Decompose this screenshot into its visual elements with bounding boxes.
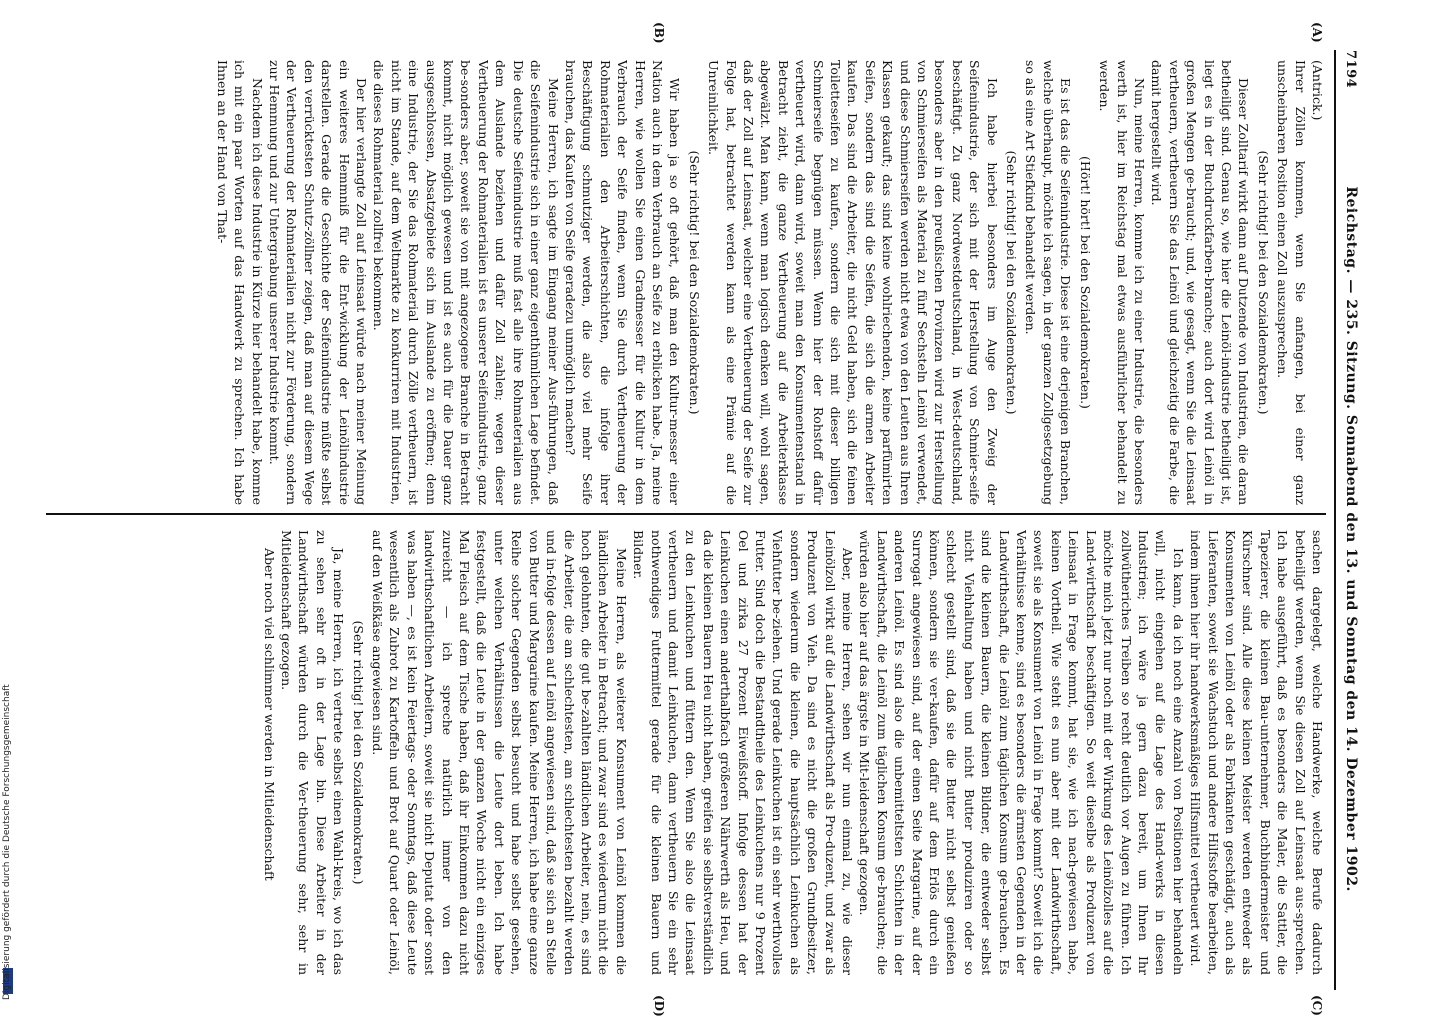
interjection: (Sehr richtig! bei den Sozialdemokraten.) [686,150,702,415]
paragraph: Nun, meine Herren, komme ich zu einer Industrie, die besonders werth ist, hier im Reichstag mal etwas ausführlicher behandelt zu werden. [1097,60,1147,505]
digitization-credit: Digitalisierung gefördert durch die Deutsche Forschungsgemeinschaft [2,684,12,1000]
paragraph: Es ist das die Seifenindustrie. Diese ist eine derjenigen Branchen, welche überhaupt, möchte ich sagen, in der ganzen Zollgesetzgebung so als eine Art Stiefkind behandelt werden. [1023,60,1074,505]
interjection: (Sehr richtig! bei den Sozialdemokraten.) [1255,150,1271,415]
paragraph: Aber noch viel schlimmer werden in Mitleidenschaft [261,548,277,881]
column-divider [46,513,1326,515]
paragraph: Ja, meine Herren, ich vertrete selbst einen Wahl-kreis, wo ich das zu sehen sehr oft in der Lage bin. Diese Arbeiter in der Landwirthschaft würden durch die Ver-theuerung sehr, sehr in Mitleidenschaft gezogen. [279,530,347,975]
document-page [36,22,1366,1017]
page-title: Reichstag. — 235. Sitzung. Sonnabend den 13. und Sonntag den 14. Dezember 1902. [1343,186,1359,892]
interjection: (Sehr richtig! bei den Sozialdemokraten.) [350,620,366,885]
margin-letter-b: (B) [652,22,666,44]
interjection: (Hört! hört! bei den Sozialdemokraten.) [1077,156,1093,409]
paragraph: Ihrer Zöllen kommen, wenn Sie anfangen, bei einer ganz unscheinbaren Position einen Zoll auszusprechen. [1275,60,1308,505]
left-text-column [46,60,1326,505]
paragraph: (Antrick.) [1310,60,1325,121]
paragraph: Ich habe hierbei besonders im Auge den Zweig der Seifenindustrie, der sich mit der Herstellung von Schmier-seife beschäftigt. Zu ganz Nordwestdeutschland, in West-deutschland, besonders aber in den preußischen Provinzen wird zur Herstellung von Schmierseifen als Material zu fünf Sechsteln Leinöl verwendet, und diese Schmierseifen werden nicht etwa von den Leuten aus Ihren Klassen gekauft; das sind keine wohlriechenden, keine parfümirten Seifen, sondern das sind die Seifen, die sich die armen Arbeiter kaufen. Das sind die Arbeiter, die nicht Geld haben, sich die feinen Toiletteseifen zu kaufen, sondern die sich mit dieser billigen Schmierseife begnügen müssen. Wenn hier der Rohstoff dafür vertheuert wird, dann wird, soweit man den Konsumentenstand in Betracht zieht, die ganze Vertheuerung auf die Arbeiterklasse abgewälzt. Man kann, wenn man logisch denken will, wohl sagen, daß der Zoll auf Leinsaat, welcher eine Vertheuerung der Seife zur Folge hat, betrachtet werden kann als eine Prämie auf die Unreinlichkeit. [706,60,1000,505]
interjection: (Sehr richtig! bei den Sozialdemokraten.) [1004,150,1020,415]
right-text-column [46,530,1326,975]
paragraph: Wir haben ja so oft gehört, daß man den Kultur-messer einer Nation auch in dem Verbrauch an Seife zu erblicken habe. Ja, meine Herren, wie wollen Sie einen Gradmesser für die Kultur in dem Verbrauch der Seife finden, wenn Sie durch Vertheuerung der Rohmaterialien den Arbeiterschichten, die infolge ihrer Beschäftigung schmutziger werden, die also viel mehr Seife brauchen, das Kaufen von Seife geradezu unmöglich machen? [562,60,683,505]
margin-letter-d: (D) [652,995,666,1017]
paragraph: Dieser Zolltarif wirkt dann auf Dutzende von Industrien, die daran betheiligt sind. Genau so, wie hier die Leinöl-industrie betheiligt ist, liegt es in der Buchdruckfarben-branche; auch dort wird Leinöl in großen Mengen ge-braucht; und, wie gesagt, wenn Sie die Leinsaat vertheuern, vertheuern Sie das Leinöl und gleichzeitig die Farbe, die damit hergestellt wird. [1149,60,1252,505]
page-header [1334,50,1366,990]
page-number: 7194 [1343,50,1359,89]
paragraph: Nachdem ich diese Industrie in Kürze hier behandelt habe, komme ich mit ein paar Worten auf das Handwerk zu sprechen. Ich habe Ihnen an der Hand von That- [214,60,265,505]
paragraph: Meine Herren, ich sagte im Eingang meiner Aus-führungen, daß die Seifenindustrie sich in einer ganz eigenthümlichen Lage befindet. Die deutsche Seifenindustrie muß fast alle ihre Rohmaterialien aus dem Auslande beziehen und dafür Zoll zahlen; wegen dieser Vertheuerung der Rohmaterialien ist es unserer Seifenindustrie, ganz be-sonders aber, soweit sie von mit angezogene Branche in Betracht kommt, nicht möglich gewesen und ist es auch für die Dauer ganz ausgeschlossen, Absatzgebiete sich im Auslande zu eröffnen; denn eine Industrie, der Sie das Rohmaterial durch Zölle vertheuern, ist nicht im Stande, auf dem Weltmarkte zu konkurriren mit Industrien, die dieses Rohmaterial zollfrei bekommen. [371,60,561,505]
paragraph: Der hier verlangte Zoll auf Leinsaat würde nach meiner Meinung ein weiteres Hemmniß für die Ent-wicklung der Leinölindustrie darstellen. Gerade die Geschichte der Seifenindustrie müßte selbst den verrücktesten Schutz-zöllner zeigen, daß man auf diesem Wege der Vertheuerung der Rohmaterialien nicht zur Förderung, sondern zur Hemmung und zur Untergrabung unserer Industrie kommt. [267,60,370,505]
paragraph: Ich kann, da ich noch eine Anzahl von Positionen hier behandeln will, nicht eingehen auf die Lage des Hand-werks in diesen Industrien; ich wäre ja gern dazu bereit, um Ihnen Ihr zollwütheriches Treiben so recht deutlich vor Augen zu führen. Ich möchte mich jetzt nur noch mit der Wirkung des Leinölzolles auf die Land-wirthschaft beschäftigen. So weit dieselbe als Produzent von Leinsaat in Frage kommt, hat sie, wie ich nach-gewiesen habe, keinen Vortheil. Wie steht es nun aber mit der Landwirthschaft, soweit sie als Konsument von Leinöl in Frage kommt? Soweit ich die Verhältnisse kenne, sind es besonders die ärmsten Gegenden in der Landwirthschaft, die Leinöl zum täglichen Konsum ge-brauchen. Es sind die kleinen Bauern, die kleinen Bildner, die entweder selbst nicht Viehhaltung haben und nicht Butter produziren oder so schlecht gestellt sind, daß sie die Butter nicht selbst genießen können, sondern sie ver-kaufen, dafür auf dem Erlös durch ein Surrogat angewiesen sind, auf der einen Seite Margarine, auf der anderen Leinöl. Es sind also die unbemitteltsten Schichten in der Landwirthschaft, die Leinöl zum täglichen Konsum ge-brauchen; die würden also hier auf das ärgste in Mit-leidenschaft gezogen. [857,530,1186,975]
paragraph: sachen dargelegt, welche Handwerke, welche Berufe dadurch betheiligt werden, wenn Sie diesen Zoll auf Leinsaat aus-sprechen. Ich habe ausgeführt, daß es besonders die Maler, die Sattler, die Tapezierer, die kleinen Bau-unternehmer, Buchbindermeister und Kürschner sind. Alle diese kleinen Meister werden entweder als Konsumenten von Leinöl oder als Fabrikanten geschädigt, auch als Lieferanten, soweit sie Wachstuch und andere Hilfsstoffe bearbeiten, indem ihnen hier ihr handwerksmäßiges Hilfsmittel vertheuert wird. [1188,530,1325,975]
paragraph: Meine Herren, als weiterer Konsument von Leinöl kommen die ländlichen Arbeiter in Betracht; und zwar sind es wiederum nicht die hoch gelohnten, die gut be-zahlten ländlichen Arbeiter, nein, es sind die Arbeiter, die am schlechtesten, am schlechtesten bezahlt werden und in-folge dessen auf Leinöl angewiesen sind, daß sie sich an Stelle von Butter und Margarine kaufen. Meine Herren, ich habe eine ganze Reihe solcher Gegenden selbst besucht und habe selbst gesehen, unter welchen Verhältnissen die Leute dort leben. Ich habe festgestellt, daß die Leute in der ganzen Woche nicht ein einziges Mal Fleisch auf dem Tische haben, daß ihr Einkommen dazu nicht zureicht — ich spreche natürlich immer von den landwirthschaftlichen Arbeitern, soweit sie nicht Deputat oder sonst was haben —, es ist kein Feiertags- oder Sonntags, daß diese Leute wesentlich als Zubrot zu Kartoffeln und Brot auf Quart oder Leinöl, auf den Weißkäse angewiesen sind. [370,530,629,975]
margin-letter-a: (A) [1310,22,1324,43]
paragraph: Aber, meine Herren, sehen wir nun einmal zu, wie dieser Leinölzoll wirkt auf die Landwirthschaft als Pro-duzent, und zwar als Produzent von Vieh. Da sind es nicht die großen Grundbesitzer, sondern wiederum die kleinen, die hauptsächlich Leinkuchen als Viehfutter be-ziehen. Und gerade Leinkuchen ist ein sehr werthvolles Futter. Sind doch die Bestandtheile des Leinkuchens nur 9 Prozent Oel und zirka 27 Prozent Eiweißstoff. Infolge dessen hat der Leinkuchen einen anderthalbfach größeren Nährwerth als Heu, und da die kleinen Bauern Heu nicht haben, greifen sie selbstverständlich zu den Leinkuchen und füttern den. Wenn Sie also die Leinsaat vertheuern und damit Leinkuchen, dann vertheuern Sie ein sehr nothwendiges Futtermittel gerade für die kleinen Bauern und Bildner. [631,530,856,975]
margin-letter-c: (C) [1310,995,1324,1016]
